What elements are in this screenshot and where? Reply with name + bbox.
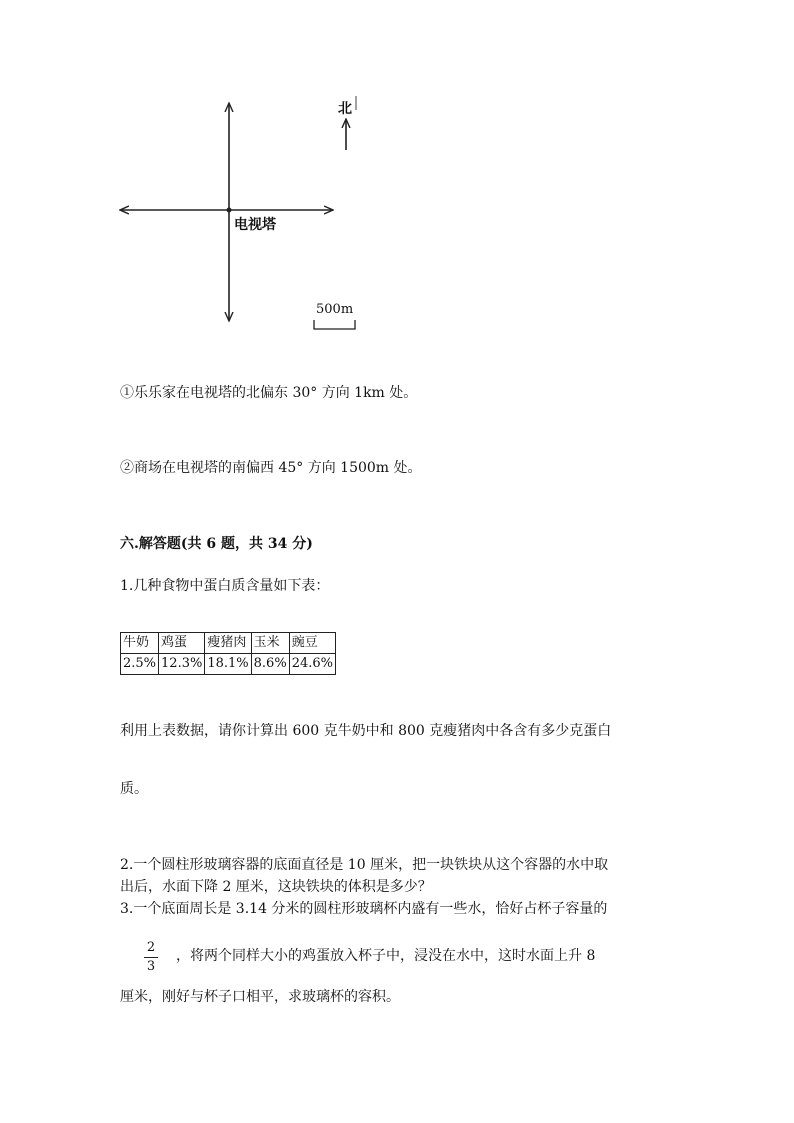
table-cell: 8.6% <box>251 654 289 675</box>
fraction-denominator: 3 <box>146 959 156 974</box>
fraction-two-thirds <box>144 940 158 975</box>
table-header-row <box>121 633 336 654</box>
table-cell: 18.1% <box>205 654 251 675</box>
north-label: 北 <box>338 101 352 117</box>
table-header-cell: 玉米 <box>251 633 289 654</box>
fraction-bar <box>144 957 158 958</box>
q2-line1: 2.一个圆柱形玻璃容器的底面直径是 10 厘米，把一块铁块从这个容器的水中取 <box>120 857 609 873</box>
q1-intro: 1.几种食物中蛋白质含量如下表： <box>120 578 330 594</box>
table-cell: 2.5% <box>121 654 159 675</box>
q2-line2: 出后，水面下降 2 厘米，这块铁块的体积是多少？ <box>120 879 432 895</box>
q3-line2: ，将两个同样大小的鸡蛋放入杯子中，浸没在水中，这时水面上升 8 <box>176 948 596 964</box>
table-header-cell: 牛奶 <box>121 633 159 654</box>
table-header-cell: 瘦猪肉 <box>205 633 251 654</box>
protein-table <box>120 632 336 675</box>
center-label: 电视塔 <box>234 217 276 233</box>
q1-question-line1: 利用上表数据，请你计算出 600 克牛奶中和 800 克瘦猪肉中各含有多少克蛋白 <box>120 723 612 739</box>
center-point <box>227 208 232 213</box>
item-1: ①乐乐家在电视塔的北偏东 30° 方向 1km 处。 <box>120 385 418 401</box>
scale-label: 500m <box>316 302 354 317</box>
table-row <box>121 654 336 675</box>
scale-bar <box>314 320 355 329</box>
item-2: ②商场在电视塔的南偏西 45° 方向 1500m 处。 <box>120 460 422 476</box>
direction-diagram <box>0 0 794 360</box>
section-heading: 六.解答题(共 6 题，共 34 分) <box>120 536 313 552</box>
table-cell: 12.3% <box>159 654 205 675</box>
q1-question-line2: 质。 <box>120 781 148 797</box>
table-header-cell: 豌豆 <box>289 633 335 654</box>
q3-line1: 3.一个底面周长是 3.14 分米的圆柱形玻璃杯内盛有一些水，恰好占杯子容量的 <box>120 901 608 917</box>
table-header-cell: 鸡蛋 <box>159 633 205 654</box>
q3-line3: 厘米，刚好与杯子口相平，求玻璃杯的容积。 <box>120 989 400 1005</box>
fraction-numerator: 2 <box>146 940 156 955</box>
table-cell: 24.6% <box>289 654 335 675</box>
